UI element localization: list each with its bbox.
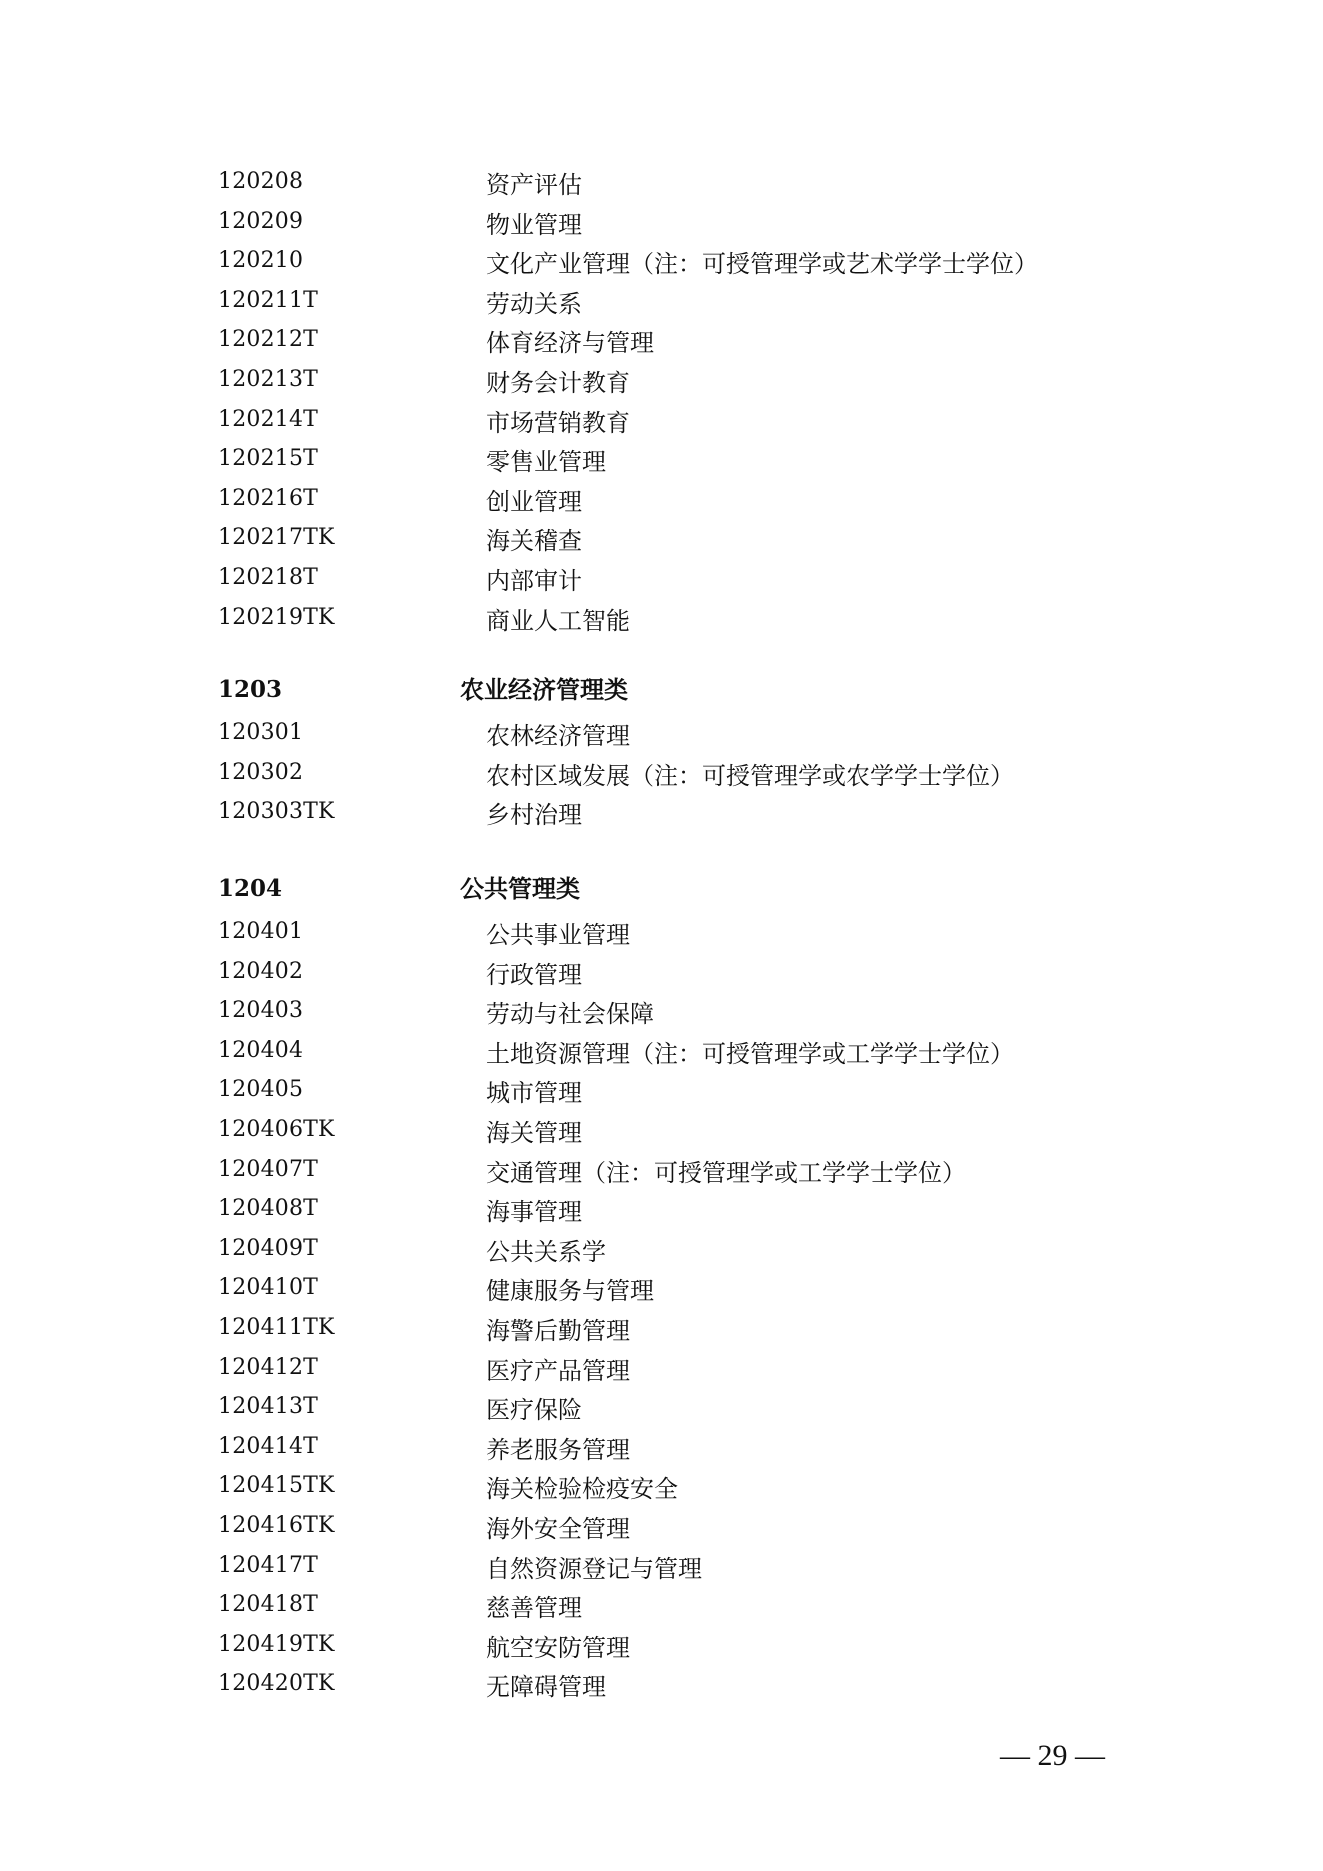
major-name: 文化产业管理（注：可授管理学或艺术学学士学位） bbox=[486, 250, 1038, 279]
major-name: 海关管理 bbox=[486, 1118, 582, 1147]
major-name: 城市管理 bbox=[486, 1079, 582, 1108]
major-name: 农村区域发展（注：可授管理学或农学学士学位） bbox=[486, 761, 1014, 790]
list-item bbox=[0, 958, 1323, 998]
list-item bbox=[0, 1116, 1323, 1156]
major-name: 创业管理 bbox=[486, 487, 582, 516]
list-item bbox=[0, 1393, 1323, 1433]
major-code: 120406TK bbox=[218, 1116, 335, 1142]
group-business-management-continued bbox=[0, 168, 1323, 643]
major-code: 120403 bbox=[218, 998, 304, 1024]
major-name: 健康服务与管理 bbox=[486, 1277, 654, 1306]
major-code: 120402 bbox=[218, 958, 304, 984]
list-item bbox=[0, 366, 1323, 406]
major-name: 市场营销教育 bbox=[486, 408, 630, 437]
category-title: 农业经济管理类 bbox=[460, 675, 628, 704]
category-code: 1203 bbox=[218, 676, 283, 703]
major-name: 公共关系学 bbox=[486, 1237, 606, 1266]
major-code: 120303TK bbox=[218, 799, 335, 825]
major-code: 120212T bbox=[218, 327, 319, 353]
major-name: 海外安全管理 bbox=[486, 1514, 630, 1543]
major-code: 120301 bbox=[218, 720, 304, 745]
list-item bbox=[0, 719, 1323, 759]
major-name: 医疗保险 bbox=[486, 1396, 582, 1425]
major-name: 土地资源管理（注：可授管理学或工学学士学位） bbox=[486, 1039, 1014, 1068]
list-item bbox=[0, 406, 1323, 446]
list-item bbox=[0, 168, 1323, 208]
list-item bbox=[0, 1156, 1323, 1196]
list-item bbox=[0, 1670, 1323, 1710]
category-code: 1204 bbox=[218, 875, 283, 902]
major-code: 120219TK bbox=[218, 604, 335, 630]
major-name: 无障碍管理 bbox=[486, 1673, 606, 1702]
list-item bbox=[0, 1472, 1323, 1512]
list-item bbox=[0, 1037, 1323, 1077]
major-name: 资产评估 bbox=[486, 171, 582, 199]
category-title: 公共管理类 bbox=[460, 874, 580, 903]
major-code: 120218T bbox=[218, 564, 319, 590]
major-name: 零售业管理 bbox=[486, 448, 606, 477]
major-code: 120214T bbox=[218, 406, 319, 432]
major-name: 海警后勤管理 bbox=[486, 1316, 630, 1345]
major-code: 120401 bbox=[218, 919, 304, 944]
major-code: 120404 bbox=[218, 1037, 304, 1063]
list-item bbox=[0, 1591, 1323, 1631]
major-code: 120209 bbox=[218, 208, 304, 234]
major-code: 120407T bbox=[218, 1156, 319, 1182]
major-code: 120412T bbox=[218, 1354, 319, 1380]
major-code: 120208 bbox=[218, 169, 304, 194]
major-code: 120211T bbox=[218, 287, 319, 313]
major-name: 海关检验检疫安全 bbox=[486, 1475, 678, 1504]
major-code: 120408T bbox=[218, 1196, 319, 1222]
group-agricultural-economics-management bbox=[0, 675, 1323, 838]
list-item bbox=[0, 287, 1323, 327]
major-name: 财务会计教育 bbox=[486, 368, 630, 397]
list-item bbox=[0, 997, 1323, 1037]
major-code: 120213T bbox=[218, 366, 319, 392]
major-code: 120411TK bbox=[218, 1314, 335, 1340]
major-code: 120416TK bbox=[218, 1512, 335, 1538]
list-item bbox=[0, 208, 1323, 248]
major-name: 海关稽查 bbox=[486, 527, 582, 556]
major-name: 商业人工智能 bbox=[486, 606, 630, 635]
major-name: 体育经济与管理 bbox=[486, 329, 654, 358]
major-name: 劳动关系 bbox=[486, 289, 582, 318]
list-item bbox=[0, 1512, 1323, 1552]
major-name: 航空安防管理 bbox=[486, 1633, 630, 1662]
list-item bbox=[0, 1274, 1323, 1314]
page-number: — 29 — bbox=[1000, 1739, 1105, 1772]
major-name: 慈善管理 bbox=[486, 1594, 582, 1623]
major-code: 120418T bbox=[218, 1592, 319, 1618]
list-item bbox=[0, 918, 1323, 958]
list-item bbox=[0, 1631, 1323, 1671]
group-public-administration bbox=[0, 874, 1323, 1710]
list-item bbox=[0, 524, 1323, 564]
major-code: 120415TK bbox=[218, 1473, 335, 1499]
list-item bbox=[0, 1354, 1323, 1394]
major-code: 120419TK bbox=[218, 1631, 335, 1657]
major-code: 120417T bbox=[218, 1552, 319, 1578]
major-name: 农林经济管理 bbox=[486, 722, 630, 750]
list-item bbox=[0, 1552, 1323, 1592]
major-name: 物业管理 bbox=[486, 210, 582, 239]
list-item bbox=[0, 798, 1323, 838]
major-name: 行政管理 bbox=[486, 960, 582, 989]
major-code: 120405 bbox=[218, 1077, 304, 1103]
major-code: 120216T bbox=[218, 485, 319, 511]
list-item bbox=[0, 1314, 1323, 1354]
major-name: 医疗产品管理 bbox=[486, 1356, 630, 1385]
list-item bbox=[0, 1076, 1323, 1116]
list-item bbox=[0, 759, 1323, 799]
list-item bbox=[0, 1433, 1323, 1473]
category-heading bbox=[0, 874, 1323, 918]
list-item bbox=[0, 445, 1323, 485]
list-item bbox=[0, 604, 1323, 644]
list-item bbox=[0, 326, 1323, 366]
list-item bbox=[0, 1235, 1323, 1275]
major-code: 120410T bbox=[218, 1275, 319, 1301]
major-code: 120414T bbox=[218, 1433, 319, 1459]
major-name: 内部审计 bbox=[486, 566, 582, 595]
major-code: 120413T bbox=[218, 1394, 319, 1420]
major-code: 120217TK bbox=[218, 525, 335, 551]
list-item bbox=[0, 485, 1323, 525]
list-item bbox=[0, 564, 1323, 604]
list-item bbox=[0, 1195, 1323, 1235]
major-name: 海事管理 bbox=[486, 1198, 582, 1227]
major-code: 120215T bbox=[218, 446, 319, 472]
major-name: 劳动与社会保障 bbox=[486, 1000, 654, 1029]
major-name: 自然资源登记与管理 bbox=[486, 1554, 702, 1583]
major-name: 乡村治理 bbox=[486, 801, 582, 830]
major-code: 120210 bbox=[218, 248, 304, 274]
major-code: 120302 bbox=[218, 759, 304, 785]
category-heading bbox=[0, 675, 1323, 719]
major-code: 120409T bbox=[218, 1235, 319, 1261]
major-name: 养老服务管理 bbox=[486, 1435, 630, 1464]
major-name: 交通管理（注：可授管理学或工学学士学位） bbox=[486, 1158, 966, 1187]
major-code: 120420TK bbox=[218, 1671, 335, 1697]
list-item bbox=[0, 247, 1323, 287]
major-name: 公共事业管理 bbox=[486, 921, 630, 949]
